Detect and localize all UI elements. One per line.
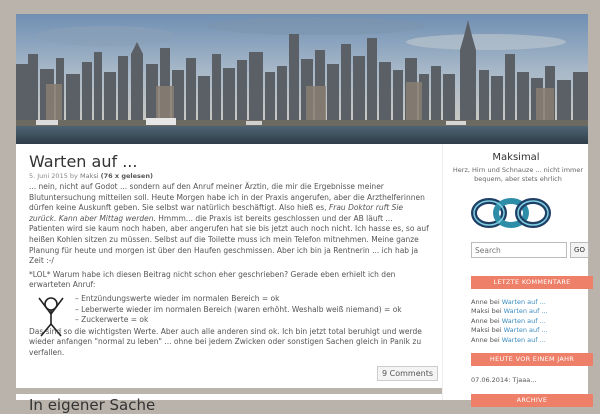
infinity-logo-icon [471, 192, 551, 234]
post-body [29, 182, 429, 362]
results-block [29, 294, 429, 362]
post-meta [29, 172, 153, 180]
paragraph-1-part-b: Hmmm... die Praxis ist bereits geschlossen und der AB läuft ... Patienten wird sie kaum noch haben, aber angerufen hat sie bis jetzt auch noch nicht. Ich hasse es, so auf heißen Kohlen sitzen zu müssen. Selbst auf die Toilette muss ich mein Telefon mitnehmen. Meine ganze Planung für heute und morgen ist über den Haufen geschmissen. Aber ich bin ja Rentnerin ... ich hab ja Zeit :-/ [29, 213, 429, 266]
comment-post-link[interactable]: Warten auf ... [503, 326, 548, 335]
comment-post-link[interactable]: Warten auf ... [501, 335, 546, 344]
results-list [29, 293, 429, 362]
comment-bei: bei [489, 298, 500, 306]
sidebar [442, 144, 588, 404]
comment-post-link[interactable]: Warten auf ... [501, 316, 546, 325]
paragraph-3: Das sind so die wichtigsten Werte. Aber auch alle anderen sind ok. Ich bin jetzt total beruhigt und werde wieder anfangen "normal zu leben" ... ohne bei jedem Zwicken oder sonstigen Sachen gleich in Panik zu verfallen. [29, 326, 422, 357]
paragraph-1-part-a: ... nein, nicht auf Godot ... sondern auf den Anruf meiner Ärztin, die mir die Ergebnisse meiner Blutuntersuchung mitteilen soll. Heute Morgen habe ich in der Praxis angerufen, aber die Arzthelferinnen dürfen keine Auskunft geben. Sie selbst war natürlich beschäftigt. Also hieß es, [29, 182, 425, 213]
post-by: by [69, 172, 78, 180]
comment-bei: bei [489, 335, 500, 344]
list-item [471, 336, 548, 345]
comment-bei: bei [491, 326, 502, 335]
comments-button[interactable]: 9 Comments [377, 366, 438, 381]
archive-heading: ARCHIVE [471, 394, 593, 407]
page-wrapper [16, 14, 588, 414]
post-title-2[interactable]: In eigener Sache [29, 396, 156, 414]
year-ago-heading: HEUTE VOR EINEM JAHR [471, 353, 593, 366]
post-date[interactable]: 5. Juni 2015 [29, 172, 68, 180]
comment-author: Anne [471, 335, 488, 344]
list-item: – Zuckerwerte = ok [75, 315, 149, 325]
list-item [471, 307, 548, 316]
comment-author: Maksi [471, 307, 490, 316]
post-divider [16, 388, 442, 394]
post-views: (76 x gelesen) [100, 172, 153, 180]
header-banner-skyline [16, 14, 588, 144]
paragraph-2: *LOL* Warum habe ich diesen Beitrag nicht schon eher geschrieben? Gerade eben erhielt ich den erwarteten Anruf: [29, 269, 396, 290]
list-item [471, 298, 548, 307]
search-input[interactable] [471, 242, 567, 258]
list-item: – Leberwerte wieder im normalen Bereich (waren erhöht. Weshalb weiß niemand) = ok [75, 304, 402, 314]
comment-post-link[interactable]: Warten auf ... [503, 307, 548, 316]
comment-author: Anne [471, 298, 488, 306]
main-content [16, 144, 442, 414]
recent-comments-heading: LETZTE KOMMENTARE [471, 276, 593, 289]
site-title[interactable]: Maksimal [492, 152, 540, 163]
comment-bei: bei [491, 307, 502, 316]
list-item [471, 317, 548, 326]
comment-bei: bei [489, 316, 500, 325]
search-go-button[interactable]: GO [570, 242, 589, 258]
post-author[interactable]: Maksi [79, 172, 99, 180]
list-item: – Entzündungswerte wieder im normalen Bereich = ok [75, 293, 280, 303]
year-ago-item[interactable]: 07.06.2014: Tjaaa... [471, 376, 537, 384]
comment-author: Anne [471, 316, 488, 325]
site-description: Herz, Hirn und Schnauze ... nicht immer bequem, aber stets ehrlich [452, 166, 584, 183]
paragraph-1 [29, 182, 429, 267]
recent-comments-list [471, 298, 548, 345]
list-item [471, 326, 548, 335]
post-title[interactable]: Warten auf ... [29, 152, 138, 171]
comment-post-link[interactable]: Warten auf ... [501, 298, 546, 306]
paragraph-1-quote: Frau Doktor ruft Sie zurück. Kann aber Mittag werden. [29, 203, 404, 223]
comment-author: Maksi [471, 326, 490, 335]
